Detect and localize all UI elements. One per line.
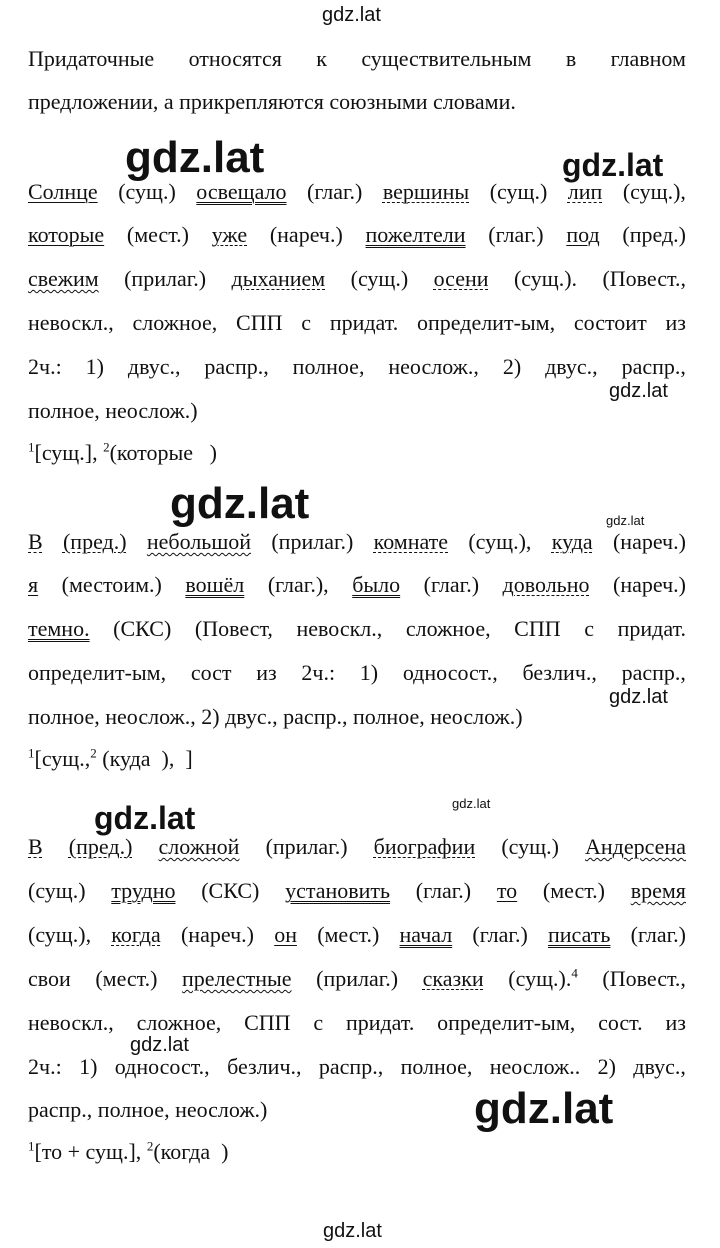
s3-line-6: 2ч.: 1) односост., безлич., распр., полное, неослож.. 2) двус., xyxy=(28,1054,686,1079)
s1-line-4: невоскл., сложное, СПП с придат. определит-ым, состоит из xyxy=(28,310,686,335)
watermark: gdz.lat xyxy=(606,513,645,528)
watermark: gdz.lat xyxy=(323,1220,382,1242)
watermark: gdz.lat xyxy=(609,686,668,708)
s1-line-2: которые (мест.) уже (нареч.) пожелтели (глаг.) под (пред.) xyxy=(28,222,686,247)
intro-line-2: предложении, а прикрепляются союзными словами. xyxy=(28,89,516,114)
s1-scheme: $^1$[сущ.], $^2$(которые ) xyxy=(28,439,217,465)
watermark: gdz.lat xyxy=(474,1084,614,1133)
s1-line-5: 2ч.: 1) двус., распр., полное, неослож., 2) двус., распр., xyxy=(28,354,686,379)
s2-line-2: я (местоим.) вошёл (глаг.), было (глаг.) довольно (нареч.) xyxy=(28,572,686,597)
s3-line-2: (сущ.) трудно (СКС) установить (глаг.) то (мест.) время xyxy=(28,878,686,903)
s3-line-4: свои (мест.) прелестные (прилаг.) сказки (сущ.).$^4$ (Повест., xyxy=(28,965,686,991)
intro-line-1: Придаточные относятся к существительным в главном xyxy=(28,46,686,71)
watermark: gdz.lat xyxy=(130,1034,189,1056)
s2-line-4: определит-ым, сост из 2ч.: 1) односост., безлич., распр., xyxy=(28,660,686,685)
s2-scheme: $^1$[сущ.,$^2$ (куда ), ] xyxy=(28,745,193,771)
watermark: gdz.lat xyxy=(609,380,668,402)
s2-line-3: темно. (СКС) (Повест, невоскл., сложное, СПП с придат. xyxy=(28,616,686,641)
s2-line-1: В (пред.) небольшой (прилаг.) комнате (сущ.), куда (нареч.) xyxy=(28,529,686,554)
s1-line-1: Солнце (сущ.) освещало (глаг.) вершины (сущ.) лип (сущ.), xyxy=(28,179,686,204)
s3-line-7: распр., полное, неослож.) xyxy=(28,1097,268,1122)
watermark: gdz.lat xyxy=(170,479,310,528)
s3-line-5: невоскл., сложное, СПП с придат. определит-ым, сост. из xyxy=(28,1010,686,1035)
watermark: gdz.lat xyxy=(322,4,381,26)
s2-line-5: полное, неослож., 2) двус., распр., полное, неослож.) xyxy=(28,704,523,729)
s1-line-6: полное, неослож.) xyxy=(28,398,198,423)
watermark: gdz.lat xyxy=(94,800,196,836)
s3-line-1: В (пред.) сложной (прилаг.) биографии (сущ.) Андерсена xyxy=(28,834,686,859)
s3-scheme: $^1$[то + сущ.], $^2$(когда ) xyxy=(28,1138,229,1164)
s1-line-3: свежим (прилаг.) дыханием (сущ.) осени (сущ.). (Повест., xyxy=(28,266,686,291)
s3-line-3: (сущ.), когда (нареч.) он (мест.) начал (глаг.) писать (глаг.) xyxy=(28,922,686,947)
watermark: gdz.lat xyxy=(562,147,664,183)
watermark: gdz.lat xyxy=(452,796,491,811)
watermark: gdz.lat xyxy=(125,133,265,182)
